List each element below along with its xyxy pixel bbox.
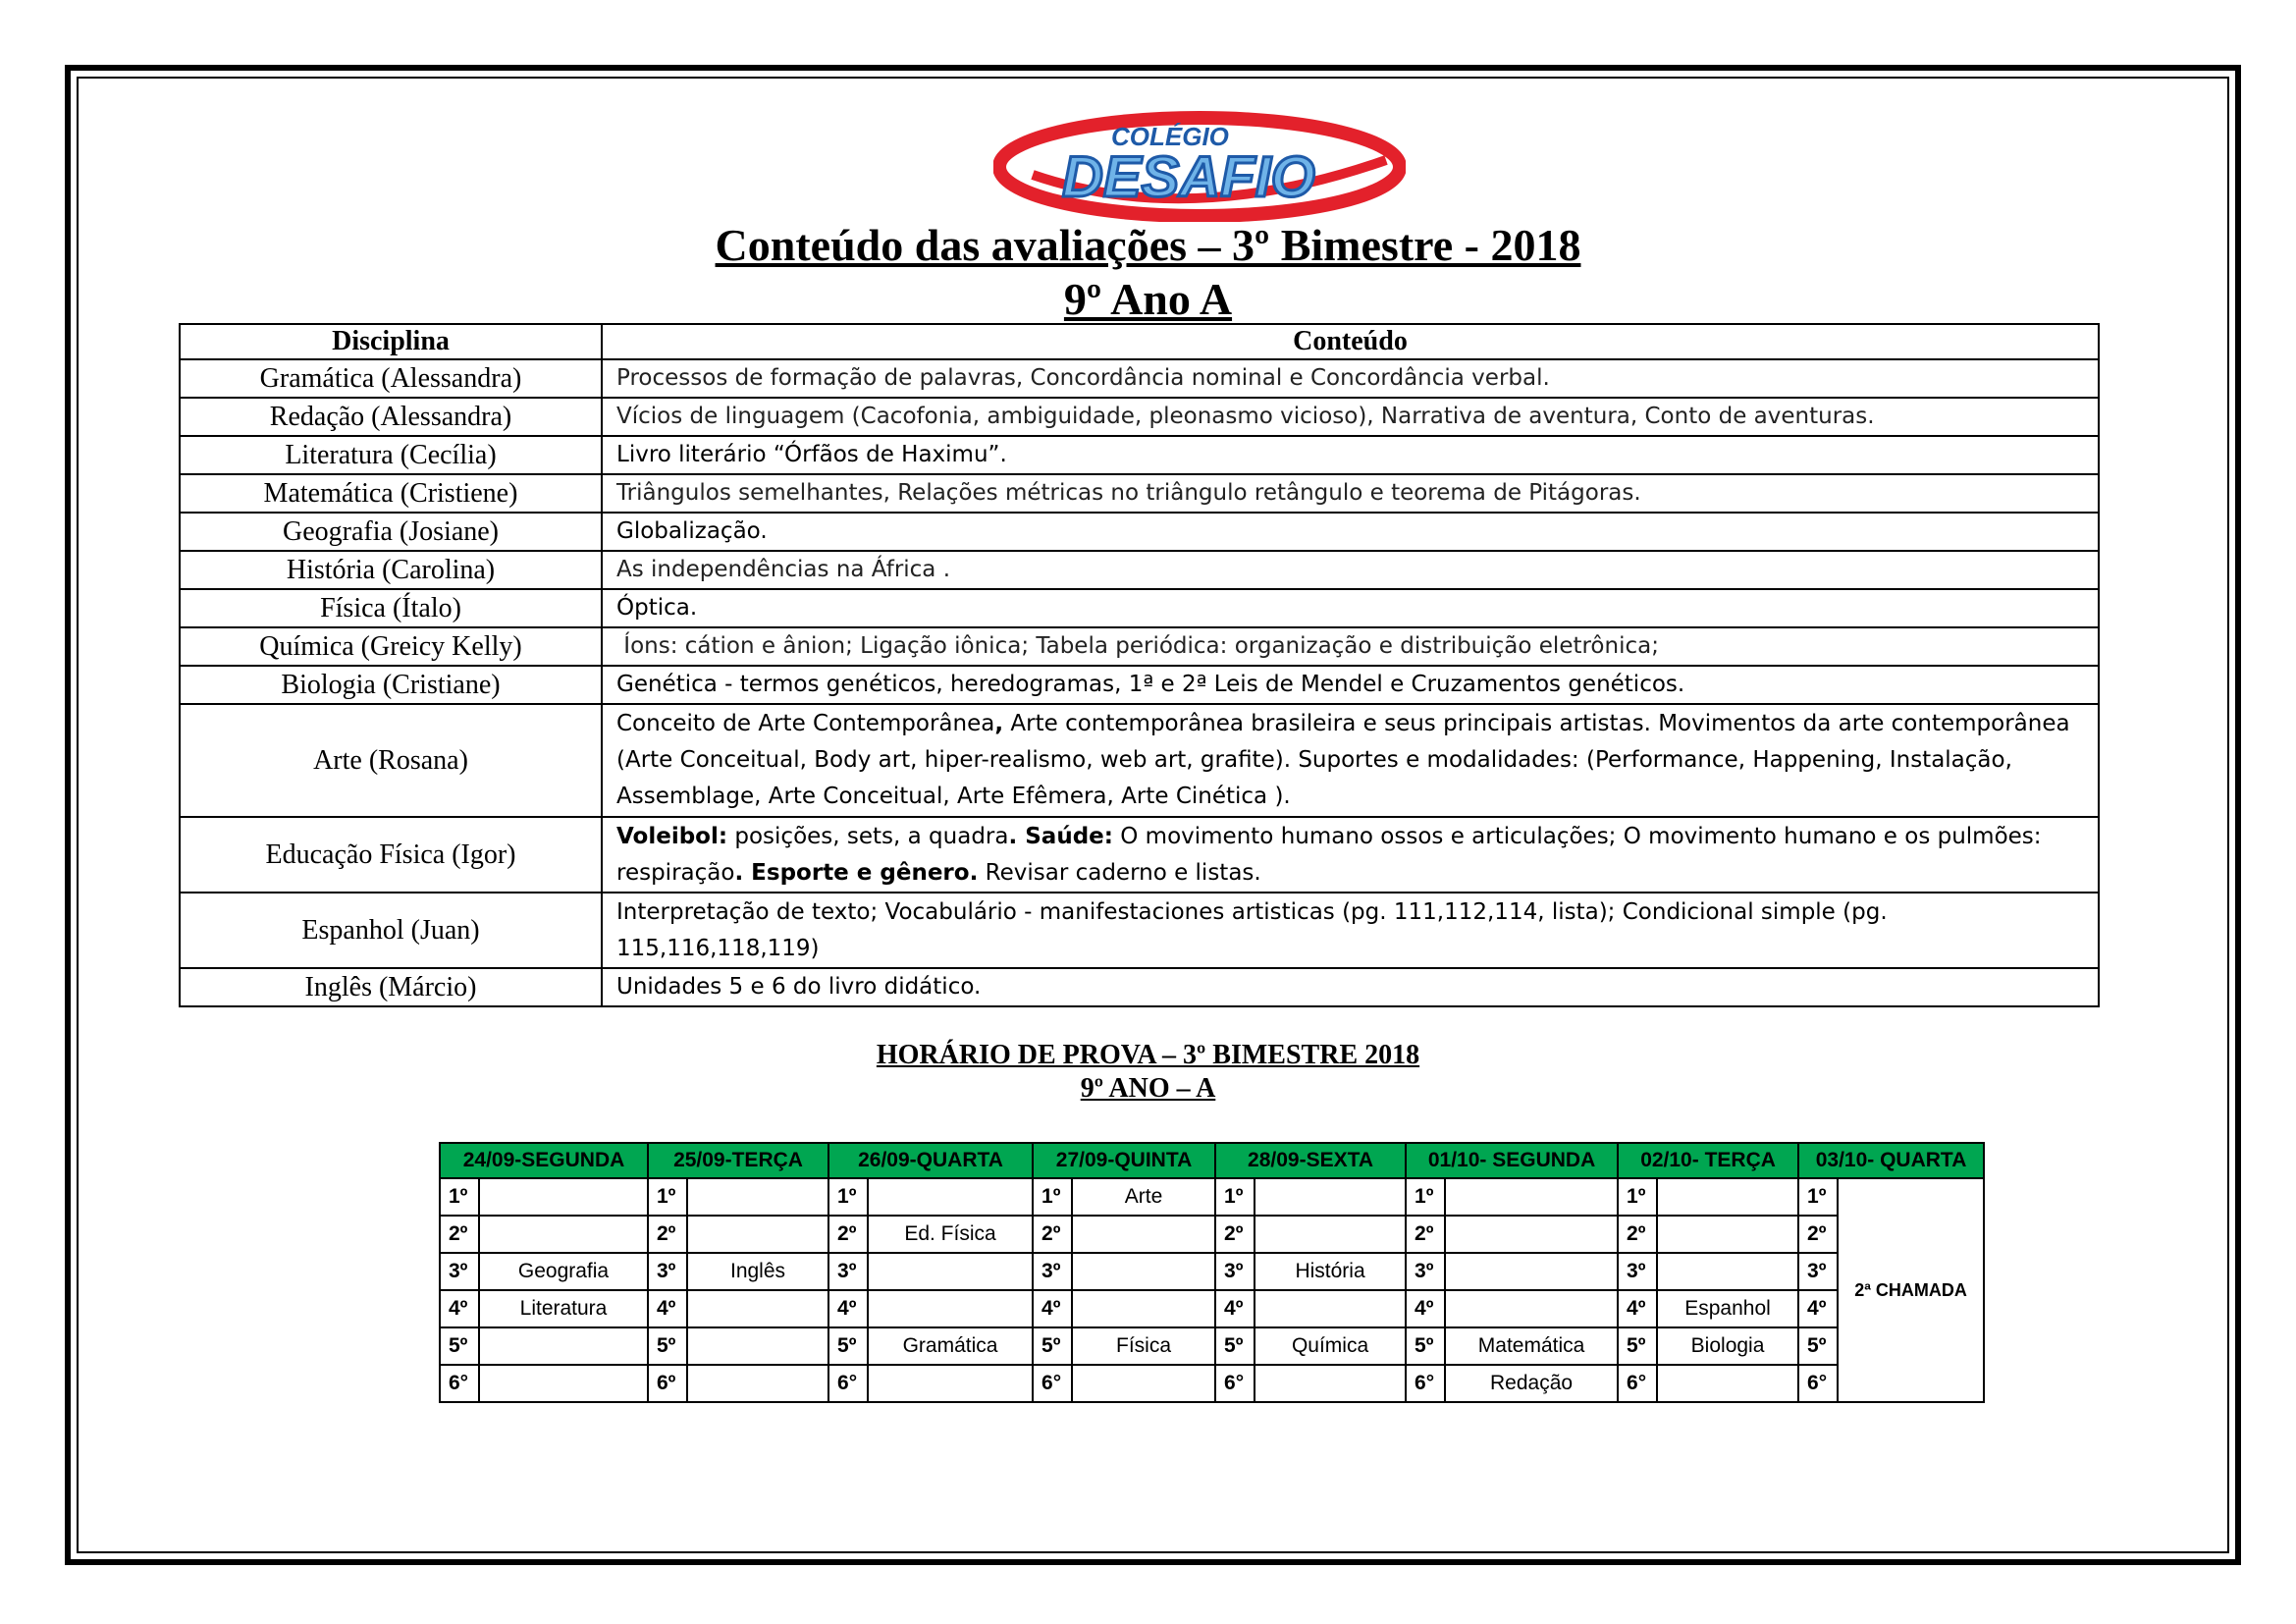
- content-cell: Unidades 5 e 6 do livro didático.: [602, 968, 2099, 1006]
- exam-cell: [868, 1290, 1033, 1327]
- discipline-cell: Redação (Alessandra): [180, 398, 602, 436]
- exam-cell: Física: [1072, 1327, 1215, 1365]
- period-label: 5º: [648, 1327, 687, 1365]
- exam-cell: [1657, 1216, 1798, 1253]
- class-title: 9º Ano A: [1063, 274, 1233, 324]
- exam-cell: [1255, 1178, 1406, 1216]
- table-row: [180, 704, 2099, 817]
- period-label: 2º: [1798, 1216, 1838, 1253]
- exam-cell: [1255, 1216, 1406, 1253]
- period-label: 6°: [828, 1365, 868, 1402]
- schedule-row: [440, 1290, 1984, 1327]
- content-cell: Livro literário “Órfãos de Haximu”.: [602, 436, 2099, 474]
- content-cell: Globalização.: [602, 513, 2099, 551]
- period-label: 1º: [828, 1178, 868, 1216]
- table-row: [180, 589, 2099, 627]
- period-label: 2º: [1406, 1216, 1445, 1253]
- period-label: 2º: [1033, 1216, 1072, 1253]
- period-label: 4º: [1033, 1290, 1072, 1327]
- exam-cell: Arte: [1072, 1178, 1215, 1216]
- content-cell: [602, 817, 2099, 893]
- discipline-cell: Educação Física (Igor): [180, 817, 602, 893]
- discipline-cell: Química (Greicy Kelly): [180, 627, 602, 666]
- discipline-cell: Gramática (Alessandra): [180, 359, 602, 398]
- content-cell: Íons: cátion e ânion; Ligação iônica; Tabela periódica: organização e distribuição eletrônica;: [602, 627, 2099, 666]
- content-bold-text: Voleibol:: [616, 823, 728, 849]
- period-label: 3º: [1618, 1253, 1657, 1290]
- exam-cell: [1445, 1216, 1618, 1253]
- exam-cell: [1255, 1365, 1406, 1402]
- period-label: 2º: [1618, 1216, 1657, 1253]
- exam-cell: [1445, 1253, 1618, 1290]
- period-label: 5º: [440, 1327, 479, 1365]
- exam-cell: [687, 1327, 828, 1365]
- discipline-cell: Arte (Rosana): [180, 704, 602, 817]
- schedule-row: [440, 1365, 1984, 1402]
- period-label: 3º: [1406, 1253, 1445, 1290]
- content-cell: Óptica.: [602, 589, 2099, 627]
- schedule-class: 9º ANO – A: [1080, 1073, 1216, 1104]
- content-cell: [602, 704, 2099, 817]
- period-label: 2º: [1215, 1216, 1255, 1253]
- period-label: 1º: [1798, 1178, 1838, 1216]
- period-label: 4º: [828, 1290, 868, 1327]
- period-label: 5º: [1215, 1327, 1255, 1365]
- period-label: 1º: [1406, 1178, 1445, 1216]
- table-row: [180, 551, 2099, 589]
- svg-text:COLÉGIO: COLÉGIO: [1111, 122, 1229, 151]
- exam-cell: Espanhol: [1657, 1290, 1798, 1327]
- exam-cell: [479, 1365, 648, 1402]
- discipline-cell: Literatura (Cecília): [180, 436, 602, 474]
- schedule-row: [440, 1253, 1984, 1290]
- exam-cell: Química: [1255, 1327, 1406, 1365]
- period-label: 5º: [1618, 1327, 1657, 1365]
- exam-cell: [1072, 1365, 1215, 1402]
- period-label: 1º: [1618, 1178, 1657, 1216]
- exam-cell: Literatura: [479, 1290, 648, 1327]
- schedule-title: HORÁRIO DE PROVA – 3º BIMESTRE 2018: [876, 1040, 1420, 1070]
- content-table-header: [180, 324, 2099, 359]
- second-call-cell: 2ª CHAMADA: [1838, 1178, 1984, 1402]
- table-row: [180, 666, 2099, 704]
- table-row: [180, 359, 2099, 398]
- period-label: 2º: [440, 1216, 479, 1253]
- exam-cell: [1072, 1216, 1215, 1253]
- content-text: Revisar caderno e listas.: [978, 859, 1261, 886]
- period-label: 5º: [1798, 1327, 1838, 1365]
- content-table: [179, 323, 2100, 1007]
- table-row: [180, 968, 2099, 1006]
- exam-cell: [868, 1253, 1033, 1290]
- day-header: 24/09-SEGUNDA: [440, 1143, 648, 1178]
- content-cell: As independências na África .: [602, 551, 2099, 589]
- exam-cell: [479, 1327, 648, 1365]
- exam-cell: [868, 1365, 1033, 1402]
- exam-cell: [1445, 1290, 1618, 1327]
- period-label: 4º: [1798, 1290, 1838, 1327]
- colegio-desafio-logo: [993, 106, 1406, 222]
- period-label: 4º: [1215, 1290, 1255, 1327]
- discipline-cell: Espanhol (Juan): [180, 893, 602, 968]
- day-header: 28/09-SEXTA: [1215, 1143, 1406, 1178]
- exam-cell: [687, 1216, 828, 1253]
- table-row: [180, 474, 2099, 513]
- exam-cell: [479, 1178, 648, 1216]
- period-label: 5º: [1406, 1327, 1445, 1365]
- schedule-row: [440, 1327, 1984, 1365]
- exam-cell: [687, 1365, 828, 1402]
- period-label: 2º: [828, 1216, 868, 1253]
- content-cell: Processos de formação de palavras, Concordância nominal e Concordância verbal.: [602, 359, 2099, 398]
- discipline-cell: Matemática (Cristiene): [180, 474, 602, 513]
- table-row: [180, 398, 2099, 436]
- schedule-row: [440, 1216, 1984, 1253]
- exam-cell: Geografia: [479, 1253, 648, 1290]
- period-label: 1º: [440, 1178, 479, 1216]
- schedule-header-row: [440, 1143, 1984, 1178]
- content-text: O movimento humano ossos e articulações; O movimento humano e os pulmões: respiração: [616, 823, 2042, 886]
- table-row: [180, 817, 2099, 893]
- exam-cell: [687, 1178, 828, 1216]
- period-label: 5º: [828, 1327, 868, 1365]
- exam-cell: Redação: [1445, 1365, 1618, 1402]
- period-label: 6°: [1798, 1365, 1838, 1402]
- discipline-cell: História (Carolina): [180, 551, 602, 589]
- exam-cell: [1657, 1178, 1798, 1216]
- exam-cell: Gramática: [868, 1327, 1033, 1365]
- period-label: 1º: [648, 1178, 687, 1216]
- day-header: 25/09-TERÇA: [648, 1143, 828, 1178]
- content-text: posições, sets, a quadra: [727, 823, 1009, 849]
- period-label: 6°: [1406, 1365, 1445, 1402]
- period-label: 4º: [1618, 1290, 1657, 1327]
- table-row: [180, 627, 2099, 666]
- period-label: 6°: [1033, 1365, 1072, 1402]
- discipline-cell: Física (Ítalo): [180, 589, 602, 627]
- exam-cell: [1072, 1253, 1215, 1290]
- page-title: Conteúdo das avaliações – 3º Bimestre - 2018: [715, 220, 1581, 270]
- exam-cell: [868, 1178, 1033, 1216]
- exam-cell: [1445, 1178, 1618, 1216]
- period-label: 3º: [648, 1253, 687, 1290]
- exam-cell: Ed. Física: [868, 1216, 1033, 1253]
- exam-cell: História: [1255, 1253, 1406, 1290]
- content-cell: Vícios de linguagem (Cacofonia, ambiguidade, pleonasmo vicioso), Narrativa de aventura, Conto de aventuras.: [602, 398, 2099, 436]
- day-header: 01/10- SEGUNDA: [1406, 1143, 1618, 1178]
- period-label: 4º: [1406, 1290, 1445, 1327]
- period-label: 6°: [1215, 1365, 1255, 1402]
- exam-cell: Biologia: [1657, 1327, 1798, 1365]
- svg-text:DESAFIO: DESAFIO: [1062, 145, 1315, 209]
- exam-cell: Matemática: [1445, 1327, 1618, 1365]
- content-cell: Genética - termos genéticos, heredogramas, 1ª e 2ª Leis de Mendel e Cruzamentos genéticos.: [602, 666, 2099, 704]
- period-label: 3º: [1215, 1253, 1255, 1290]
- period-label: 2º: [648, 1216, 687, 1253]
- discipline-cell: Geografia (Josiane): [180, 513, 602, 551]
- content-text: Conceito de Arte Contemporânea: [616, 711, 995, 736]
- content-cell: Interpretação de texto; Vocabulário - manifestaciones artisticas (pg. 111,112,114, lista); Condicional simple (pg. 115,116,118,119): [602, 893, 2099, 968]
- period-label: 6°: [440, 1365, 479, 1402]
- content-bold-text: . Saúde:: [1008, 823, 1113, 849]
- table-row: [180, 893, 2099, 968]
- content-bold-text: . Esporte e gênero.: [734, 859, 979, 886]
- exam-cell: [1255, 1290, 1406, 1327]
- period-label: 6°: [1618, 1365, 1657, 1402]
- day-header: 27/09-QUINTA: [1033, 1143, 1215, 1178]
- period-label: 1º: [1215, 1178, 1255, 1216]
- period-label: 6º: [648, 1365, 687, 1402]
- table-row: [180, 436, 2099, 474]
- exam-cell: [1657, 1365, 1798, 1402]
- content-text: Arte contemporânea brasileira e seus principais artistas. Movimentos da arte contemporânea (Arte Conceitual, Body art, hiper-realismo, web art, grafite). Suportes e modalidades: (Performance, Happening, Instalação, Assemblage, Arte Conceitual, Arte Efêmera, Arte Cinética ).: [616, 711, 2070, 809]
- discipline-cell: Biologia (Cristiane): [180, 666, 602, 704]
- exam-cell: Inglês: [687, 1253, 828, 1290]
- day-header: 26/09-QUARTA: [828, 1143, 1033, 1178]
- day-header: 02/10- TERÇA: [1618, 1143, 1798, 1178]
- exam-schedule-table: [439, 1142, 1985, 1403]
- content-bold-text: ,: [994, 711, 1004, 736]
- exam-cell: [479, 1216, 648, 1253]
- period-label: 3º: [1798, 1253, 1838, 1290]
- period-label: 5º: [1033, 1327, 1072, 1365]
- period-label: 3º: [828, 1253, 868, 1290]
- exam-cell: [687, 1290, 828, 1327]
- table-row: [180, 513, 2099, 551]
- header-discipline: Disciplina: [180, 324, 602, 359]
- header-content: Conteúdo: [602, 324, 2099, 359]
- period-label: 4º: [440, 1290, 479, 1327]
- period-label: 1º: [1033, 1178, 1072, 1216]
- exam-cell: [1657, 1253, 1798, 1290]
- period-label: 4º: [648, 1290, 687, 1327]
- schedule-row: [440, 1178, 1984, 1216]
- day-header: 03/10- QUARTA: [1798, 1143, 1984, 1178]
- exam-cell: [1072, 1290, 1215, 1327]
- period-label: 3º: [440, 1253, 479, 1290]
- content-cell: Triângulos semelhantes, Relações métricas no triângulo retângulo e teorema de Pitágoras.: [602, 474, 2099, 513]
- period-label: 3º: [1033, 1253, 1072, 1290]
- discipline-cell: Inglês (Márcio): [180, 968, 602, 1006]
